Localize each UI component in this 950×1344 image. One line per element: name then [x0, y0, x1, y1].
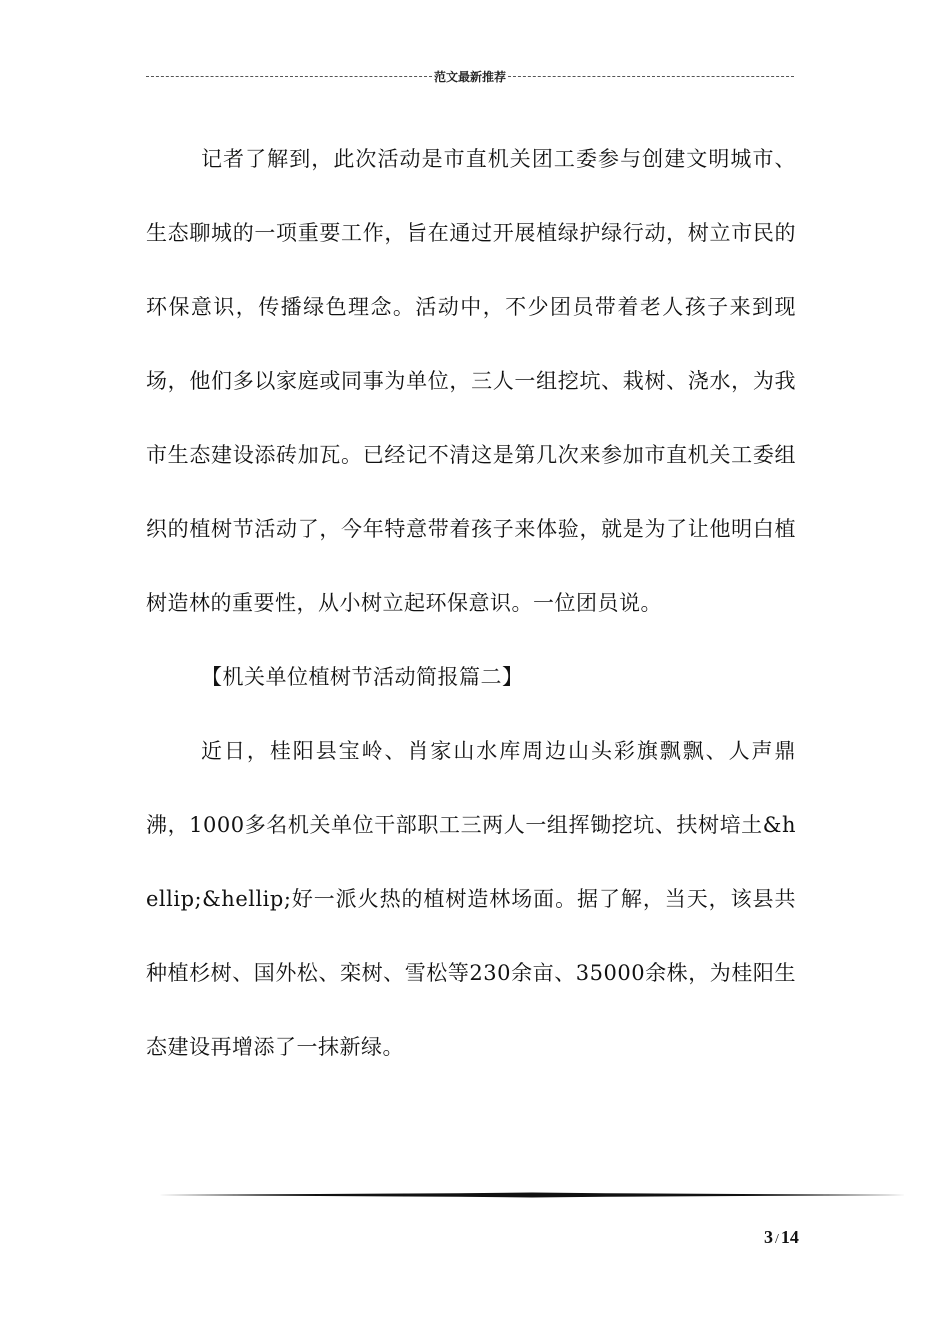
paragraph-1: 记者了解到，此次活动是市直机关团工委参与创建文明城市、生态聊城的一项重要工作，旨在通过开展植绿护绿行动，树立市民的环保意识，传播绿色理念。活动中，不少团员带着老人孩子来到现场，他们多以家庭或同事为单位，三人一组挖坑、栽树、浇水，为我市生态建设添砖加瓦。已经记不清这是第几次来参加市直机关工委组织的植树节活动了，今年特意带着孩子来体验，就是为了让他明白植树造林的重要性，从小树立起环保意识。一位团员说。 — [146, 147, 796, 615]
page-separator: / — [775, 1232, 779, 1247]
page-number — [764, 1227, 799, 1248]
section-heading: 【机关单位植树节活动简报篇二】 — [201, 665, 524, 689]
current-page: 3 — [764, 1227, 773, 1247]
document-body — [146, 122, 796, 1084]
header-label: 范文最新推荐 — [434, 70, 507, 84]
header-dash-left — [146, 76, 432, 77]
footer-divider — [158, 1191, 906, 1199]
header-dash-right — [508, 76, 794, 77]
paragraph-2: 近日，桂阳县宝岭、肖家山水库周边山头彩旗飘飘、人声鼎沸，1000多名机关单位干部职工三两人一组挥锄挖坑、扶树培土&hellip;&hellip;好一派火热的植树造林场面。据了解，当天，该县共种植杉树、国外松、栾树、雪松等230余亩、35000余株，为桂阳生态建设再增添了一抹新绿。 — [146, 739, 796, 1059]
page-header — [146, 68, 794, 85]
total-pages: 14 — [780, 1227, 799, 1247]
